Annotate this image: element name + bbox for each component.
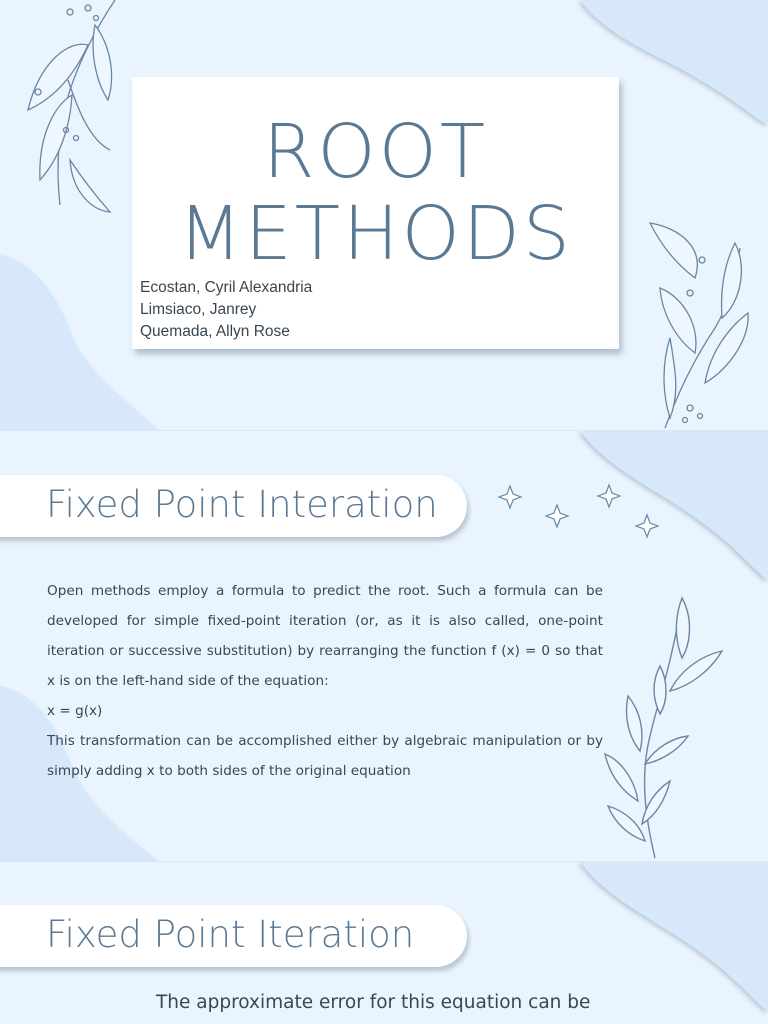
slide-divider — [0, 430, 768, 431]
paragraph: This transformation can be accomplished either by algebraic manipulation or by simply adding x to both sides of the original equation — [47, 733, 603, 779]
author-name: Limsiaco, Janrey — [140, 301, 257, 318]
page-title-line2: METHODS — [178, 191, 573, 277]
leaf-branch-icon — [10, 0, 120, 215]
section-header — [0, 905, 467, 967]
author-name: Ecostan, Cyril Alexandria — [140, 279, 313, 296]
section-title: Fixed Point Interation — [46, 483, 438, 526]
leaf-branch-icon — [640, 218, 755, 431]
page-title-line1: ROOT — [262, 109, 489, 195]
sparkle-icon — [495, 481, 665, 546]
title-slide — [0, 0, 768, 431]
slide-divider — [0, 861, 768, 862]
body-text: The approximate error for this equation can be — [156, 992, 591, 1013]
fixed-point-slide — [0, 431, 768, 862]
body-text — [47, 576, 603, 786]
title-card — [132, 77, 619, 349]
equation: x = g(x) — [47, 703, 103, 719]
leaf-branch-icon — [600, 596, 730, 861]
paragraph: Open methods employ a formula to predict the root. Such a formula can be developed for simple fixed-point iteration (or, as it is also called, one-point iteration or successive substitution) by rearranging the function f (x) = 0 so that x is on the left-hand side of the equation: — [47, 583, 603, 689]
section-header — [0, 475, 467, 537]
author-name: Quemada, Allyn Rose — [140, 323, 290, 340]
fixed-point-error-slide — [0, 862, 768, 1024]
author-list — [140, 277, 312, 343]
section-title: Fixed Point Iteration — [46, 913, 415, 956]
